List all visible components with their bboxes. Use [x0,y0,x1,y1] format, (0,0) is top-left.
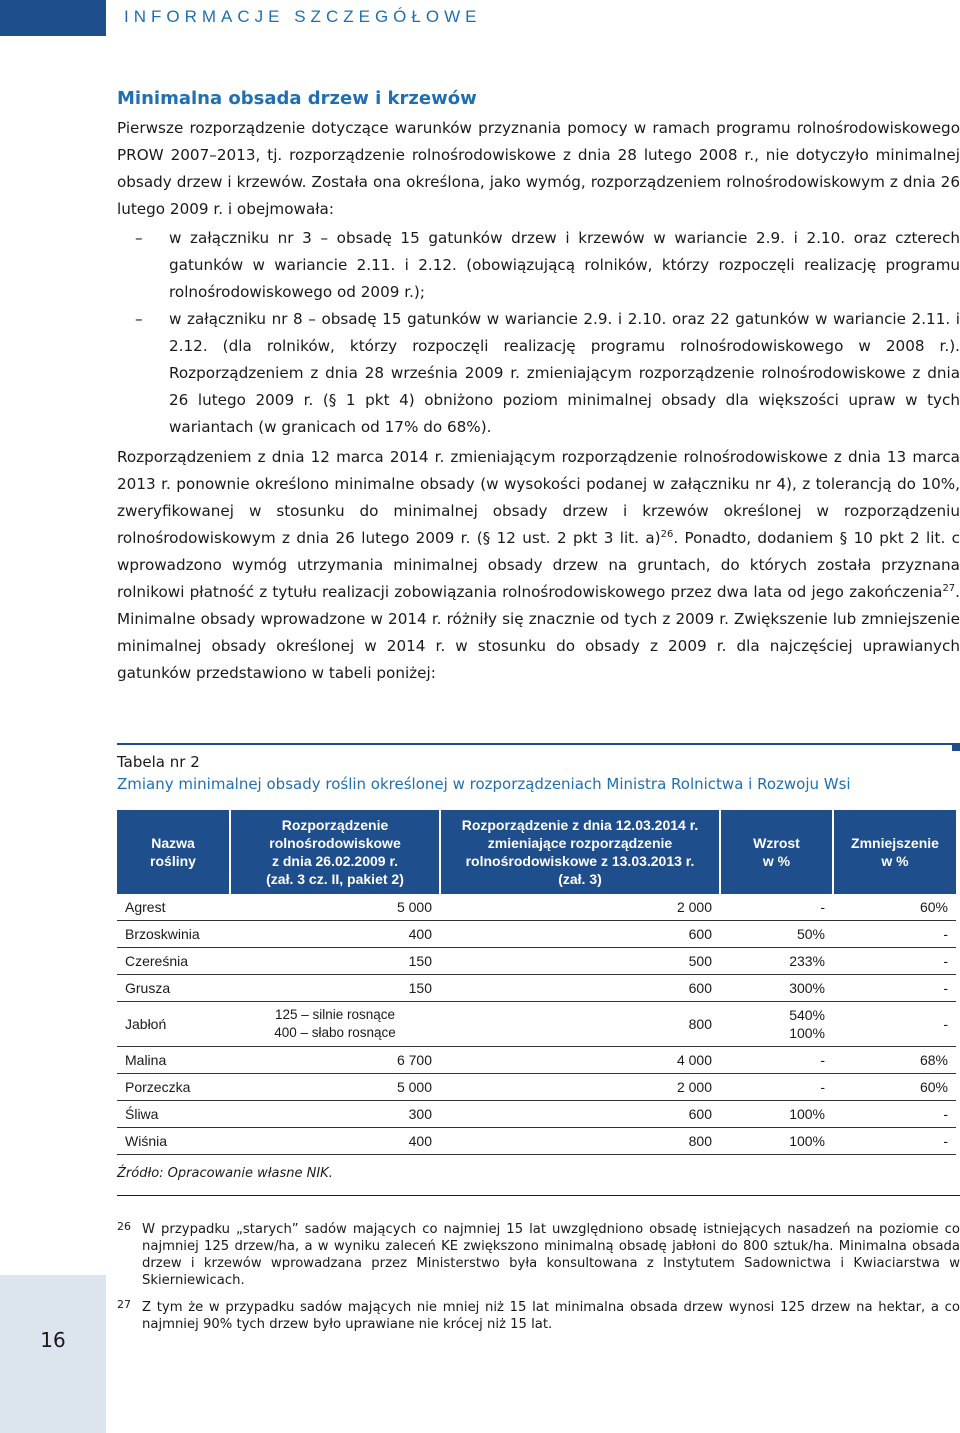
footnote-number: 27 [117,1298,131,1311]
footnote-text: W przypadku „starych” sadów mających co najmniej 15 lat uwzględniono obsadę istniejących nasadzeń na poziomie co najmniej 125 drzew/ha, a w wyniku zaleceń KE zwiększono minimalną obsadę jabłoni do 800 sztuk/ha. Minimalna obsada drzew i krzewów wprowadzana przez Ministerstwo była konsultowana z Instytutem Sadownictwa i Kwiaciarstwa w Skierniewicach. [142,1222,960,1288]
cell-2014: 2 000 [440,1074,720,1101]
cell-increase: 300% [720,975,833,1002]
cell-decrease: - [833,948,956,975]
table-row [117,1101,956,1128]
main-content [117,86,960,687]
cell-decrease: 60% [833,894,956,921]
cell-increase: - [720,894,833,921]
header-color-block [0,0,106,36]
footnote-number: 26 [117,1220,131,1233]
footnote-ref-27[interactable]: 27 [942,582,956,594]
cell-decrease: - [833,1101,956,1128]
cell-2014: 600 [440,921,720,948]
page-number: 16 [40,1328,66,1352]
cell-decrease: 60% [833,1074,956,1101]
cell-increase: - [720,1047,833,1074]
bullet-list [117,225,960,441]
footnote-27 [117,1299,960,1333]
page-header [0,0,960,36]
cell-2014: 500 [440,948,720,975]
section-label: INFORMACJE SZCZEGÓŁOWE [124,7,482,26]
table-row [117,948,956,975]
table-header-row [117,810,956,894]
intro-paragraph: Pierwsze rozporządzenie dotyczące warunków przyznania pomocy w ramach programu rolnośrodowiskowego PROW 2007–2013, tj. rozporządzenie rolnośrodowiskowe z dnia 28 lutego 2008 r., nie dotyczyło minimalnej obsady drzew i krzewów. Została ona określona, jako wymóg, rozporządzeniem rolnośrodowiskowym z dnia 26 lutego 2009 r. i obejmowała: [117,119,960,218]
data-table [117,810,956,1155]
cell-2009: 125 – silnie rosnące 400 – słabo rosnące [230,1002,440,1047]
header-increase: Wzrost w % [720,810,833,894]
cell-name: Brzoskwinia [117,921,230,948]
cell-increase: 233% [720,948,833,975]
footnote-text: Z tym że w przypadku sadów mających nie mniej niż 15 lat minimalna obsada drzew wynosi 125 drzew na hektar, a co najmniej 90% tych drzew było uprawiane nie krócej niż 15 lat. [142,1300,960,1332]
cell-2014: 600 [440,1101,720,1128]
cell-2009: 6 700 [230,1047,440,1074]
table-number: Tabela nr 2 [117,753,200,771]
cell-name: Porzeczka [117,1074,230,1101]
table-row [117,1047,956,1074]
table-row [117,975,956,1002]
cell-2009: 5 000 [230,894,440,921]
cell-2014: 600 [440,975,720,1002]
cell-2009: 5 000 [230,1074,440,1101]
header-regulation-2009: Rozporządzenie rolnośrodowiskowe z dnia 26.02.2009 r. (zał. 3 cz. II, pakiet 2) [230,810,440,894]
cell-name: Malina [117,1047,230,1074]
cell-2009: 400 [230,1128,440,1155]
footnote-ref-26[interactable]: 26 [660,528,674,540]
header-plant-name: Nazwa rośliny [117,810,230,894]
cell-increase: 540% 100% [720,1002,833,1047]
table-row [117,1128,956,1155]
cell-increase: 50% [720,921,833,948]
cell-increase: 100% [720,1101,833,1128]
cell-2009: 400 [230,921,440,948]
cell-name: Czereśnia [117,948,230,975]
page-number-tab [0,1275,106,1433]
table-source: Źródło: Opracowanie własne NIK. [117,1166,333,1181]
section-title: Minimalna obsada drzew i krzewów [117,88,477,109]
table-row [117,1002,956,1047]
table-title: Zmiany minimalnej obsady roślin określonej w rozporządzeniach Ministra Rolnictwa i Rozwoju Wsi [117,775,851,793]
body-paragraph: Rozporządzeniem z dnia 12 marca 2014 r. zmieniającym rozporządzenie rolnośrodowiskowe z dnia 13 marca 2013 r. ponownie określono minimalne obsady (w wysokości podanej w załączniku nr 4), z tolerancją do 10%, zweryfikowanej w stosunku do minimalnej obsady drzew i krzewów określonej w rozporządzeniu rolnośrodowiskowym z dnia 26 lutego 2009 r. (§ 12 ust. 2 pkt 3 lit. a)$^{26}$. Ponadto, dodaniem § 10 pkt 2 lit. c wprowadzono wymóg utrzymania minimalnej obsady drzew na gruntach, do których została przyznana rolnikowi płatność z tytułu realizacji zobowiązania rolnośrodowiskowego przez dwa lata od jego zakończenia$^{27}$. Minimalne obsady wprowadzone w 2014 r. różniły się znacznie od tych z 2009 r. Zwiększenie lub zmniejszenie minimalnej obsady określonej w 2014 r. w stosunku do obsady z 2009 r. dla najczęściej uprawianych gatunków przedstawiono w tabeli poniżej: [117,448,960,682]
cell-name: Agrest [117,894,230,921]
table-row [117,1074,956,1101]
table-rule-marker [952,743,960,751]
table-caption [117,751,851,795]
cell-increase: 100% [720,1128,833,1155]
list-item: – w załączniku nr 3 – obsadę 15 gatunków drzew i krzewów w wariancie 2.9. i 2.10. oraz czterech gatunków w wariancie 2.11. i 2.12. (obowiązującą rolników, którzy rozpoczęli realizację programu rolnośrodowiskowego od 2009 r.); [135,229,960,301]
footnote-divider [117,1195,960,1196]
cell-2014: 800 [440,1128,720,1155]
cell-name: Jabłoń [117,1002,230,1047]
cell-decrease: - [833,975,956,1002]
cell-decrease: - [833,1002,956,1047]
list-item: – w załączniku nr 8 – obsadę 15 gatunków w wariancie 2.9. i 2.10. oraz 22 gatunków w wariancie 2.11. i 2.12. (dla rolników, którzy rozpoczęli realizację programu rolnośrodowiskowego w 2008 r.). Rozporządzeniem z dnia 28 września 2009 r. zmieniającym rozporządzenie rolnośrodowiskowe z dnia 26 lutego 2009 r. (§ 1 pkt 4) obniżono poziom minimalnej obsady dla większości upraw w tych wariantach (w granicach od 17% do 68%). [135,310,960,436]
cell-2014: 2 000 [440,894,720,921]
cell-name: Śliwa [117,1101,230,1128]
cell-2009: 150 [230,975,440,1002]
table-row [117,894,956,921]
cell-2009: 150 [230,948,440,975]
cell-decrease: - [833,921,956,948]
table-row [117,921,956,948]
cell-2014: 4 000 [440,1047,720,1074]
cell-decrease: - [833,1128,956,1155]
cell-decrease: 68% [833,1047,956,1074]
cell-name: Wiśnia [117,1128,230,1155]
cell-name: Grusza [117,975,230,1002]
header-decrease: Zmniejszenie w % [833,810,956,894]
table-top-rule [117,743,960,745]
header-regulation-2014: Rozporządzenie z dnia 12.03.2014 r. zmieniające rozporządzenie rolnośrodowiskowe z 13.03.2013 r. (zał. 3) [440,810,720,894]
cell-2014: 800 [440,1002,720,1047]
footnote-26 [117,1221,960,1289]
cell-2009: 300 [230,1101,440,1128]
cell-increase: - [720,1074,833,1101]
